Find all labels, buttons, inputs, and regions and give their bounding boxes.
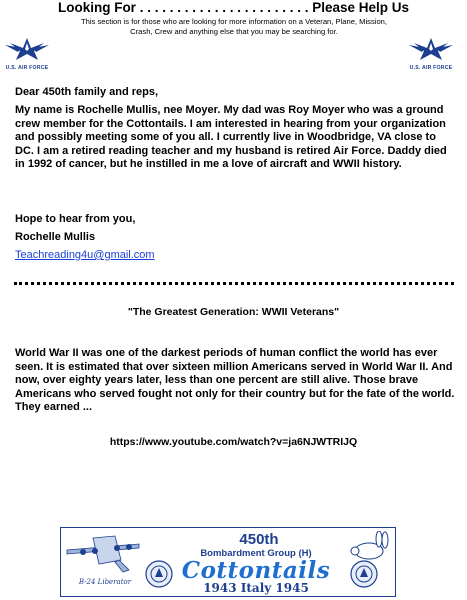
banner-subtitle: Bombardment Group (H) (200, 548, 312, 559)
banner-name: Cottontails (181, 557, 331, 584)
section-description: This section is for those who are looking for more information on a Veteran, Plane, Mission, Crash, Crew and anything else that you may be searching for. (80, 17, 387, 36)
logo-caption: U.S. AIR FORCE (5, 65, 49, 71)
email-link[interactable]: Teachreading4u@gmail.com (15, 249, 155, 261)
logo-caption: U.S. AIR FORCE (409, 65, 453, 71)
air-force-wings-icon (408, 34, 454, 64)
air-force-wings-icon (4, 34, 50, 64)
air-force-logo-right (408, 34, 454, 74)
letter-greeting: Dear 450th family and reps, (15, 86, 159, 98)
b24-liberator-icon (63, 530, 143, 576)
plane-label: B-24 Liberator (78, 578, 132, 586)
air-force-logo-left (4, 34, 50, 74)
article-title: "The Greatest Generation: WWII Veterans" (127, 306, 340, 318)
page-title: Looking For . . . . . . . . . . . . . . . . . . . . . . . Please Help Us (57, 0, 410, 15)
letter-closing: Hope to hear from you, (15, 213, 136, 225)
letter-body: My name is Rochelle Mullis, nee Moyer. My dad was Roy Moyer who was a ground crew member for the Cottontails. I am interested in hearing from your organization and possibly meeting some of you all. I currently live in Woodbridge, VA close to DC. I am a retired reading teacher and my husband is retired Air Force. Daddy died in 1992 of cancer, but he instilled in me a love of aircraft and WWII history. (15, 104, 447, 170)
banner-years: 1943 Italy 1945 (203, 581, 309, 595)
cottontails-banner (60, 527, 396, 597)
letter-signature: Rochelle Mullis (15, 231, 96, 243)
banner-title: 450th (239, 531, 279, 548)
video-link[interactable]: https://www.youtube.com/watch?v=ja6NJWTRIJQ (109, 436, 358, 448)
section-divider (14, 282, 454, 285)
article-paragraph: World War II was one of the darkest periods of human conflict the world has ever seen. It is estimated that over sixteen million Americans served in World War II. And now, over eighty years later, less than one percent are still alive. Those brave Americans who served fought not only for their country but for the fate of the world. They earned ... (15, 347, 455, 413)
